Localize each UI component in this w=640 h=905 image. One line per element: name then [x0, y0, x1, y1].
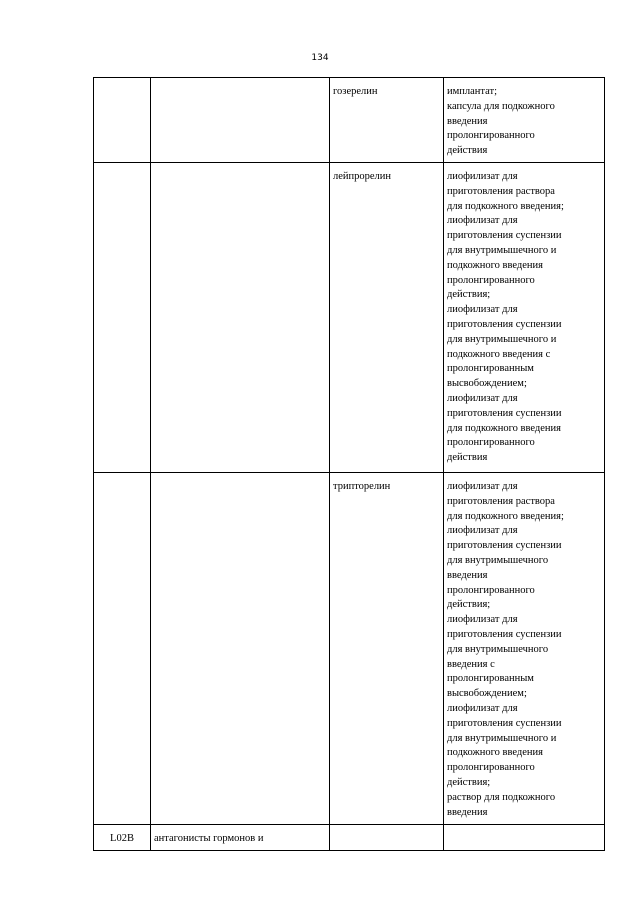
- dosage-form-line: для внутримышечного и: [447, 333, 557, 345]
- dosage-form-line: лиофилизат для: [447, 304, 518, 316]
- dosage-form-line: приготовления суспензии: [447, 717, 562, 729]
- dosage-form-line: действия;: [447, 776, 491, 788]
- dosage-form-line: приготовления суспензии: [447, 230, 562, 242]
- dosage-form-line: пролонгированного: [447, 437, 535, 449]
- dosage-form-line: лиофилизат для: [447, 215, 518, 227]
- atc-code-cell: L02B: [94, 824, 151, 850]
- drug-name-cell: лейпрорелин: [330, 162, 444, 472]
- dosage-form-line: лиофилизат для: [447, 702, 518, 714]
- dosage-form-line: лиофилизат для: [447, 480, 518, 492]
- pharmacological-group-cell: [151, 78, 330, 163]
- dosage-form-line: действия: [447, 452, 488, 464]
- table-row: [94, 824, 605, 850]
- dosage-form-line: действия;: [447, 599, 491, 611]
- dosage-form-line: для подкожного введения;: [447, 200, 564, 212]
- dosage-form-line: раствор для подкожного: [447, 791, 556, 803]
- page-number: 134: [311, 53, 329, 63]
- dosage-form-line: приготовления суспензии: [447, 407, 562, 419]
- atc-code-cell: [94, 472, 151, 824]
- dosage-form-line: введения с: [447, 658, 495, 670]
- dosage-form-line: подкожного введения: [447, 259, 543, 271]
- dosage-form-line: для внутримышечного: [447, 643, 549, 655]
- dosage-form-line: лиофилизат для: [447, 614, 518, 626]
- dosage-form-line: приготовления суспензии: [447, 628, 562, 640]
- dosage-form-line: введения: [447, 115, 488, 127]
- pharmacological-group-cell: антагонисты гормонов и: [151, 824, 330, 850]
- pharmacological-group-cell: [151, 162, 330, 472]
- dosage-form-line: для внутримышечного и: [447, 732, 557, 744]
- dosage-form-line: действия: [447, 145, 488, 157]
- dosage-form-cell: [444, 824, 605, 850]
- dosage-form-line: пролонгированного: [447, 274, 535, 286]
- dosage-form-line: введения: [447, 569, 488, 581]
- pharmacological-group-cell: [151, 472, 330, 824]
- dosage-form-line: высвобождением;: [447, 378, 527, 390]
- dosage-form-line: капсула для подкожного: [447, 100, 555, 112]
- dosage-form-line: имплантат;: [447, 86, 498, 97]
- dosage-form-line: лиофилизат для: [447, 170, 518, 182]
- table-row: [94, 162, 605, 472]
- dosage-form-cell: [444, 78, 605, 163]
- dosage-form-line: подкожного введения с: [447, 348, 551, 360]
- dosage-form-line: для внутримышечного: [447, 554, 549, 566]
- dosage-form-line: пролонгированного: [447, 762, 535, 774]
- dosage-form-cell: [444, 162, 605, 472]
- drug-name-cell: [330, 824, 444, 850]
- dosage-form-cell: [444, 472, 605, 824]
- dosage-form-line: для подкожного введения: [447, 422, 561, 434]
- atc-code-cell: [94, 78, 151, 163]
- drug-name-cell: гозерелин: [330, 78, 444, 163]
- dosage-form-line: для подкожного введения;: [447, 510, 564, 522]
- dosage-form-line: для внутримышечного и: [447, 244, 557, 256]
- drug-name-cell: трипторелин: [330, 472, 444, 824]
- dosage-form-line: лиофилизат для: [447, 525, 518, 537]
- dosage-form-line: действия;: [447, 289, 491, 301]
- dosage-form-line: лиофилизат для: [447, 392, 518, 404]
- drug-table: [93, 77, 605, 851]
- dosage-form-line: пролонгированным: [447, 363, 534, 375]
- dosage-form-line: подкожного введения: [447, 747, 543, 759]
- dosage-form-line: пролонгированным: [447, 673, 534, 685]
- dosage-form-line: приготовления раствора: [447, 185, 555, 197]
- dosage-form-line: приготовления суспензии: [447, 318, 562, 330]
- atc-code-cell: [94, 162, 151, 472]
- dosage-form-line: приготовления раствора: [447, 495, 555, 507]
- table-row: [94, 78, 605, 163]
- dosage-form-line: введения: [447, 806, 488, 818]
- table-row: [94, 472, 605, 824]
- dosage-form-line: пролонгированного: [447, 130, 535, 142]
- dosage-form-line: высвобождением;: [447, 688, 527, 700]
- dosage-form-line: пролонгированного: [447, 584, 535, 596]
- dosage-form-line: приготовления суспензии: [447, 540, 562, 552]
